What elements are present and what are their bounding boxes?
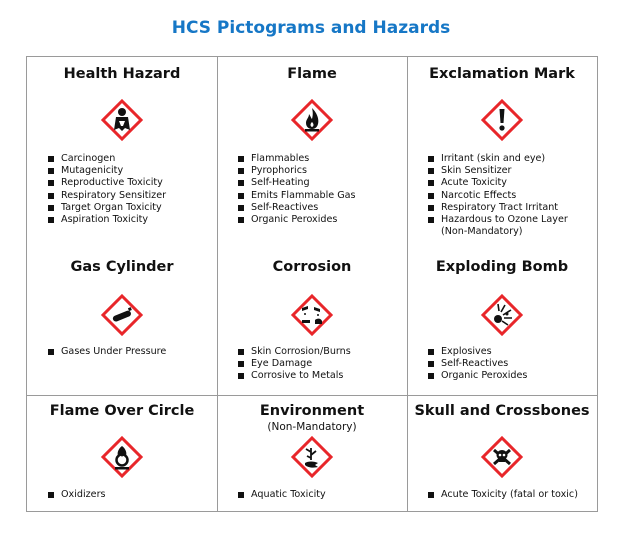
list-item: Aspiration Toxicity [47, 214, 166, 226]
list-item: Self-Reactives [427, 358, 527, 370]
list-item: Gases Under Pressure [47, 346, 166, 358]
cell-corrosion [217, 247, 407, 395]
list-item: Narcotic Effects [427, 190, 568, 202]
list-item: Organic Peroxides [237, 214, 356, 226]
list-item: Irritant (skin and eye) [427, 153, 568, 165]
list-item-continuation: (Non-Mandatory) [441, 226, 523, 238]
hazard-list [237, 346, 351, 383]
gas-cylinder-icon [101, 294, 143, 336]
list-item: Oxidizers [47, 489, 106, 501]
list-item: Mutagenicity [47, 165, 166, 177]
list-item: Acute Toxicity (fatal or toxic) [427, 489, 578, 501]
list-item: Carcinogen [47, 153, 166, 165]
cell-skull-and-crossbones [407, 395, 597, 511]
list-item: Target Organ Toxicity [47, 202, 166, 214]
cell-subtitle: (Non-Mandatory) [267, 421, 357, 433]
list-item: Eye Damage [237, 358, 351, 370]
cell-gas-cylinder [27, 247, 217, 395]
list-item: Organic Peroxides [427, 370, 527, 382]
cell-exclamation-mark [407, 57, 597, 247]
hazard-list [237, 153, 356, 226]
cell-title: Environment [259, 403, 365, 419]
environment-icon [291, 436, 333, 478]
cell-flame-over-circle [27, 395, 217, 511]
list-item: Corrosive to Metals [237, 370, 351, 382]
cell-title: Exploding Bomb [435, 259, 569, 275]
hazard-list [427, 346, 527, 383]
cell-title: Gas Cylinder [70, 259, 174, 275]
exclamation-mark-icon [481, 99, 523, 141]
hazard-list [427, 489, 578, 501]
exploding-bomb-icon [481, 294, 523, 336]
list-item: Emits Flammable Gas [237, 190, 356, 202]
flame-icon [291, 99, 333, 141]
hazard-list [47, 489, 106, 501]
list-item: Respiratory Tract Irritant [427, 202, 568, 214]
cell-title: Health Hazard [63, 66, 181, 82]
cell-title: Flame [287, 66, 337, 82]
page-title: HCS Pictograms and Hazards [171, 18, 451, 38]
health-hazard-icon [101, 99, 143, 141]
pictogram-grid [26, 56, 598, 512]
cell-title: Flame Over Circle [49, 403, 195, 419]
list-item: Skin Corrosion/Burns [237, 346, 351, 358]
list-item: Respiratory Sensitizer [47, 190, 166, 202]
corrosion-icon [291, 294, 333, 336]
skull-and-crossbones-icon [481, 436, 523, 478]
list-item: Aquatic Toxicity [237, 489, 326, 501]
cell-flame [217, 57, 407, 247]
hazard-list [237, 489, 326, 501]
flame-over-circle-icon [101, 436, 143, 478]
list-item: Skin Sensitizer [427, 165, 568, 177]
cell-environment [217, 395, 407, 511]
list-item: Self-Reactives [237, 202, 356, 214]
hazard-list [47, 346, 166, 358]
cell-title: Skull and Crossbones [414, 403, 590, 419]
cell-exploding-bomb [407, 247, 597, 395]
cell-health-hazard [27, 57, 217, 247]
list-item: Pyrophorics [237, 165, 356, 177]
hazard-list [427, 153, 568, 238]
list-item: Flammables [237, 153, 356, 165]
list-item: Hazardous to Ozone Layer [427, 214, 568, 226]
cell-title: Exclamation Mark [429, 66, 575, 82]
list-item: Self-Heating [237, 177, 356, 189]
hazard-list [47, 153, 166, 226]
list-item: Acute Toxicity [427, 177, 568, 189]
list-item: Reproductive Toxicity [47, 177, 166, 189]
list-item: Explosives [427, 346, 527, 358]
cell-title: Corrosion [272, 259, 352, 275]
